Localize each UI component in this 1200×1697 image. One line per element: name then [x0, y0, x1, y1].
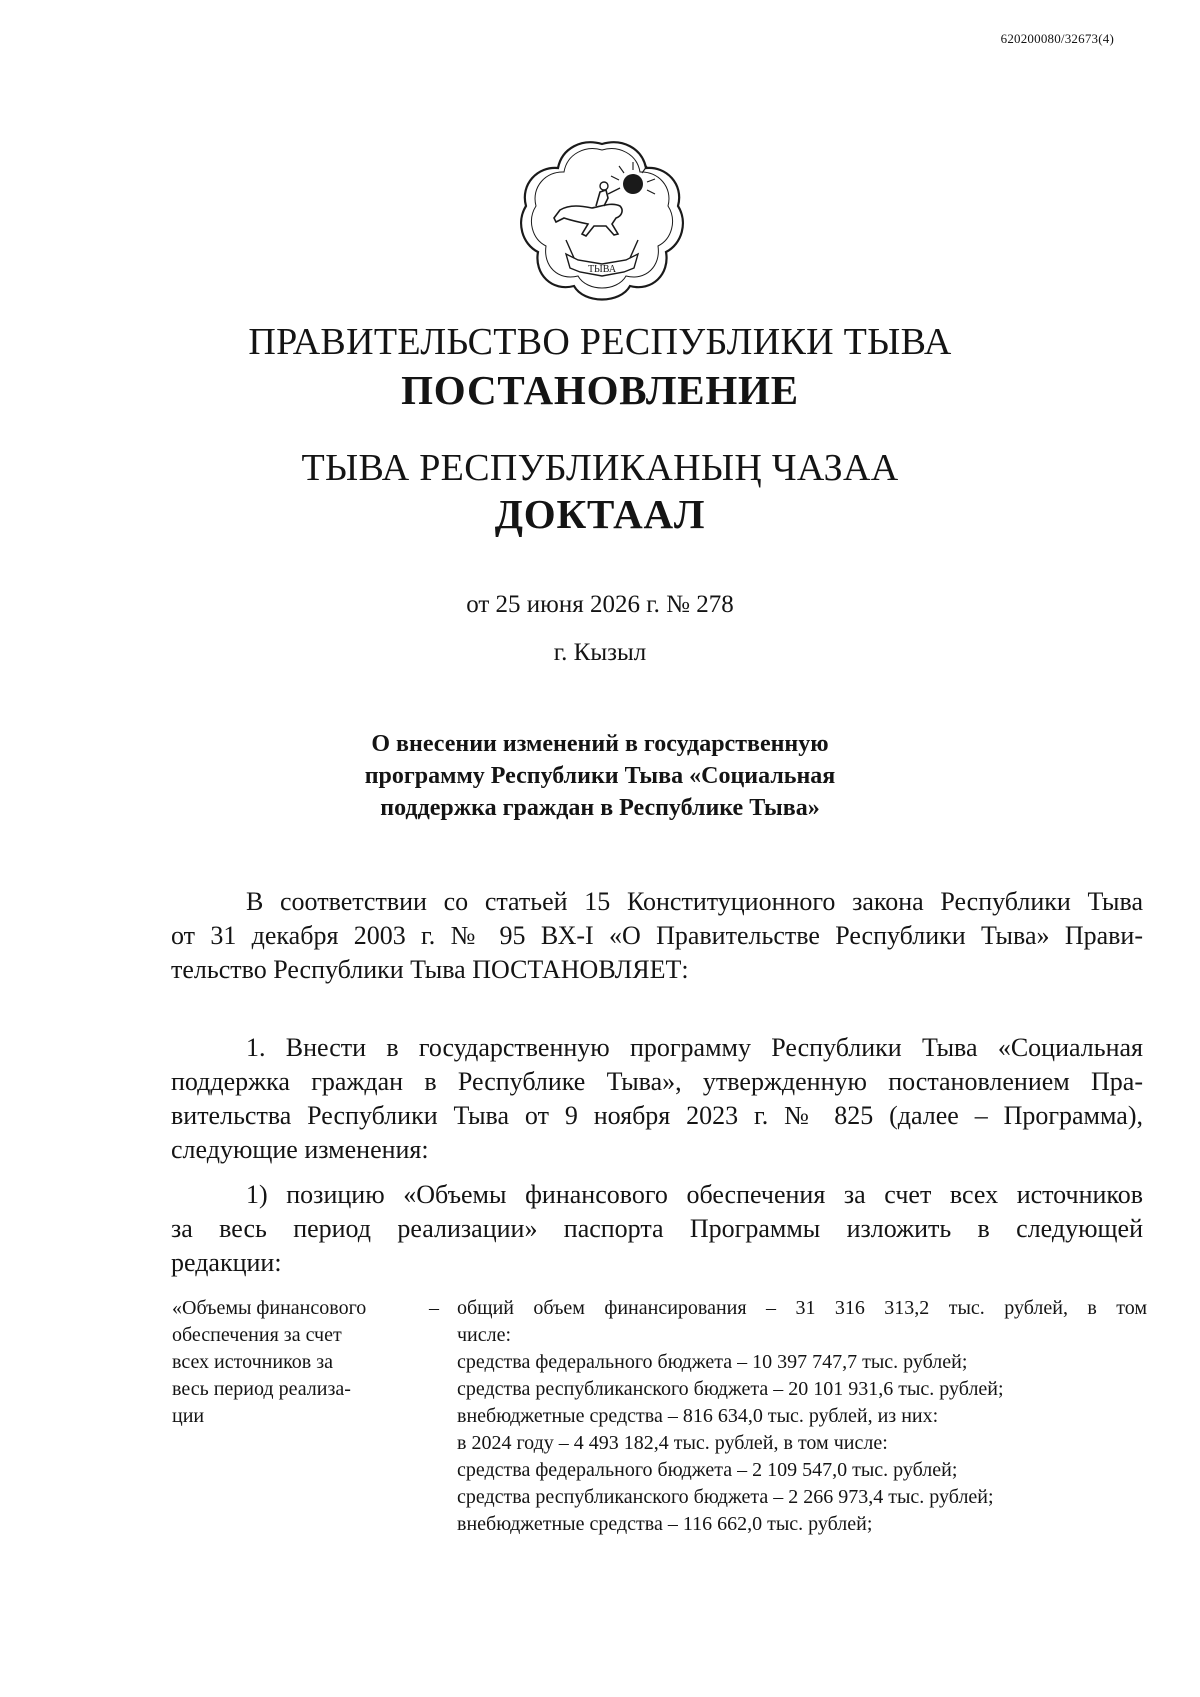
financing-value-line: общий объем финансирования – 31 316 313,2 тыс. рублей, в том	[457, 1297, 1147, 1319]
paragraph-line: следующие изменения:	[171, 1135, 429, 1164]
decree-date-number: от 25 июня 2026 г. № 278	[466, 591, 734, 618]
financing-value-line: числе:	[457, 1324, 512, 1346]
decree-title-tyv: ДОКТААЛ	[494, 491, 706, 537]
paragraph-line: тельство Республики Тыва ПОСТАНОВЛЯЕТ:	[171, 955, 689, 984]
government-title-ru: ПРАВИТЕЛЬСТВО РЕСПУБЛИКИ ТЫВА	[248, 321, 952, 363]
paragraph-line: В соответствии со статьей 15 Конституционного закона Республики Тыва	[246, 887, 1143, 916]
subitem-1-paragraph	[171, 1178, 1143, 1280]
financing-label-line: «Объемы финансового	[172, 1297, 367, 1319]
financing-dash: –	[429, 1297, 439, 1319]
paragraph-line: редакции:	[171, 1248, 282, 1277]
paragraph-line: поддержка граждан в Республике Тыва», утвержденную постановлением Пра-	[171, 1067, 1143, 1096]
decree-city: г. Кызыл	[553, 639, 647, 666]
decree-subject-line: поддержка граждан в Республике Тыва»	[380, 795, 820, 821]
decree-title-ru: ПОСТАНОВЛЕНИЕ	[401, 367, 799, 413]
financing-label-line: ции	[172, 1405, 205, 1427]
tuva-coat-of-arms-icon	[516, 136, 688, 308]
financing-value-line: внебюджетные средства – 116 662,0 тыс. рублей;	[457, 1513, 873, 1535]
paragraph-line: 1. Внести в государственную программу Республики Тыва «Социальная	[246, 1033, 1143, 1062]
financing-label-line: всех источников за	[172, 1351, 333, 1373]
financing-value-line: средства республиканского бюджета – 20 101 931,6 тыс. рублей;	[457, 1378, 1004, 1400]
item-1-paragraph	[171, 1031, 1143, 1167]
financing-label-line: весь период реализа-	[172, 1378, 351, 1400]
preamble-paragraph	[171, 885, 1143, 987]
government-title-tyv: ТЫВА РЕСПУБЛИКАНЫҢ ЧАЗАА	[301, 447, 899, 489]
financing-value-line: средства республиканского бюджета – 2 266 973,4 тыс. рублей;	[457, 1486, 994, 1508]
financing-value-line: средства федерального бюджета – 10 397 747,7 тыс. рублей;	[457, 1351, 968, 1373]
paragraph-line: 1) позицию «Объемы финансового обеспечения за счет всех источников	[246, 1180, 1143, 1209]
financing-label-line: обеспечения за счет	[172, 1324, 342, 1346]
financing-value-line: в 2024 году – 4 493 182,4 тыс. рублей, в том числе:	[457, 1432, 888, 1454]
financing-value-line: средства федерального бюджета – 2 109 547,0 тыс. рублей;	[457, 1459, 958, 1481]
decree-subject-line: О внесении изменений в государственную	[371, 731, 829, 757]
financing-value-line: внебюджетные средства – 816 634,0 тыс. рублей, из них:	[457, 1405, 939, 1427]
decree-subject-line: программу Республики Тыва «Социальная	[364, 763, 836, 789]
financing-label	[172, 1295, 422, 1430]
paragraph-line: за весь период реализации» паспорта Программы изложить в следующей	[171, 1214, 1143, 1243]
paragraph-line: от 31 декабря 2003 г. № 95 ВХ-I «О Правительстве Республики Тыва» Прави-	[171, 921, 1143, 950]
paragraph-line: вительства Республики Тыва от 9 ноября 2023 г. № 825 (далее – Программа),	[171, 1101, 1143, 1130]
financing-values	[457, 1295, 1147, 1538]
decree-subject	[0, 728, 1200, 824]
emblem-ribbon-text: ТЫВА	[587, 264, 617, 275]
document-registration-number: 620200080/32673(4)	[1000, 31, 1114, 46]
